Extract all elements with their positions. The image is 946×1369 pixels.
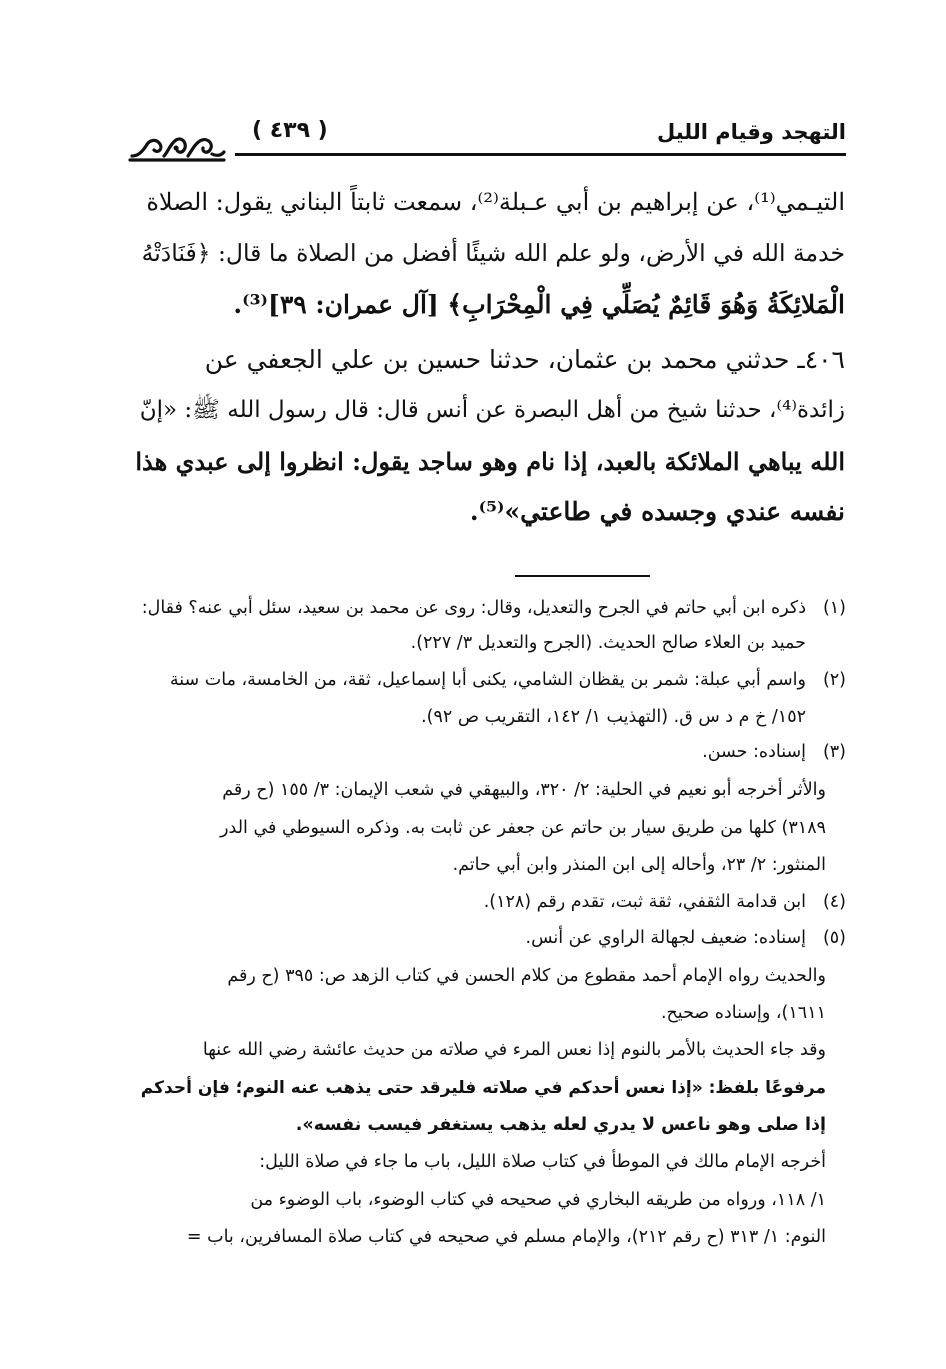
text-line: الْمَلائِكَةُ وَهُوَ قَائِمٌ يُصَلِّي فِي الْمِحْرَابِ﴾ [آل عمران: ٣٩]⁽³⁾.	[233, 290, 845, 319]
footnote-line: ابن قدامة الثقفي، ثقة ثبت، تقدم رقم (١٢٨).	[483, 892, 806, 912]
text-line: نفسه عندي وجسده في طاعتي»⁽⁵⁾.	[469, 497, 845, 526]
footnote-line: ١٥٢/ خ م د س ق. (التهذيب ١/ ١٤٢، التقريب ص ٩٢).	[421, 707, 806, 727]
footnote-number: (١)	[822, 598, 846, 618]
footnote-line: إسناده: حسن.	[702, 742, 806, 762]
main-paragraph-2	[135, 345, 845, 535]
footnote-line: مرفوعًا بلفظ: «إذا نعس أحدكم في صلاته فليرقد حتى يذهب عنه النوم؛ فإن أحدكم	[140, 1078, 826, 1098]
footnote-number: (٤)	[822, 892, 846, 912]
footnote-line: ١٦١١)، وإسناده صحيح.	[660, 1003, 826, 1023]
text-line: ٤٠٦ـ حدثني محمد بن عثمان، حدثنا حسين بن علي الجعفي عن	[204, 345, 845, 374]
running-title: التهجد وقيام الليل	[656, 120, 846, 144]
footnote-line: ذكره ابن أبي حاتم في الجرح والتعديل، وقال: روى عن محمد بن سعيد، سئل أبي عنه؟ فقال:	[141, 598, 806, 618]
text-line: التيـمي⁽¹⁾، عن إبراهيم بن أبي عـبلة⁽²⁾، سمعت ثابتاً البناني يقول: الصلاة	[146, 188, 845, 216]
decorative-ornament-icon	[128, 130, 226, 164]
footnote-line: ١/ ١١٨، ورواه من طريقه البخاري في صحيحه في كتاب الوضوء، باب الوضوء من	[250, 1190, 826, 1210]
footnote-number: (٣)	[822, 742, 846, 762]
footnote-separator	[515, 575, 650, 577]
text-line: الله يباهي الملائكة بالعبد، إذا نام وهو ساجد يقول: انظروا إلى عبدي هذا	[135, 447, 845, 476]
footnote-line: أخرجه الإمام مالك في الموطأ في كتاب صلاة الليل، باب ما جاء في صلاة الليل:	[259, 1152, 826, 1172]
footnote-line: إسناده: ضعيف لجهالة الراوي عن أنس.	[525, 928, 806, 948]
footnote-number: (٥)	[822, 928, 846, 948]
header-rule	[235, 153, 846, 156]
footnote-line: إذا صلى وهو ناعس لا يدري لعله يذهب يستغفر فيسب نفسه».	[295, 1115, 826, 1135]
text-line: زائدة⁽⁴⁾، حدثنا شيخ من أهل البصرة عن أنس قال: قال رسول الله ﷺ: «إنّ	[139, 397, 845, 423]
text-line: خدمة الله في الأرض، ولو علم الله شيئًا أفضل من الصلاة ما قال: ﴿فَنَادَتْهُ	[141, 239, 845, 267]
footnote-line: حميد بن العلاء صالح الحديث. (الجرح والتعديل ٣/ ٢٢٧).	[410, 633, 806, 653]
footnote-number: (٢)	[822, 670, 846, 690]
footnote-line: النوم: ١/ ٣١٣ (ح رقم ٢١٢)، والإمام مسلم في صحيحه في كتاب صلاة المسافرين، باب =	[186, 1227, 826, 1247]
page-number: ( ٤٣٩ )	[252, 118, 328, 143]
footnote-line: وقد جاء الحديث بالأمر بالنوم إذا نعس المرء في صلاته من حديث عائشة رضي الله عنها	[202, 1040, 826, 1060]
footnote-line: المنثور: ٢/ ٢٣، وأحاله إلى ابن المنذر وابن أبي حاتم.	[452, 855, 826, 875]
footnote-line: واسم أبي عبلة: شمر بن يقظان الشامي، يكنى أبا إسماعيل، ثقة، من الخامسة، مات سنة	[169, 670, 806, 690]
footnote-line: والأثر أخرجه أبو نعيم في الحلية: ٢/ ٣٢٠، والبيهقي في شعب الإيمان: ٣/ ١٥٥ (ح رقم	[222, 780, 826, 800]
footnote-line: والحديث رواه الإمام أحمد مقطوع من كلام الحسن في كتاب الزهد ص: ٣٩٥ (ح رقم	[227, 966, 826, 986]
footnote-line: ٣١٨٩) كلها من طريق سيار بن حاتم عن جعفر عن ثابت به. وذكره السيوطي في الدر	[220, 818, 826, 838]
main-paragraph-1	[135, 188, 845, 328]
